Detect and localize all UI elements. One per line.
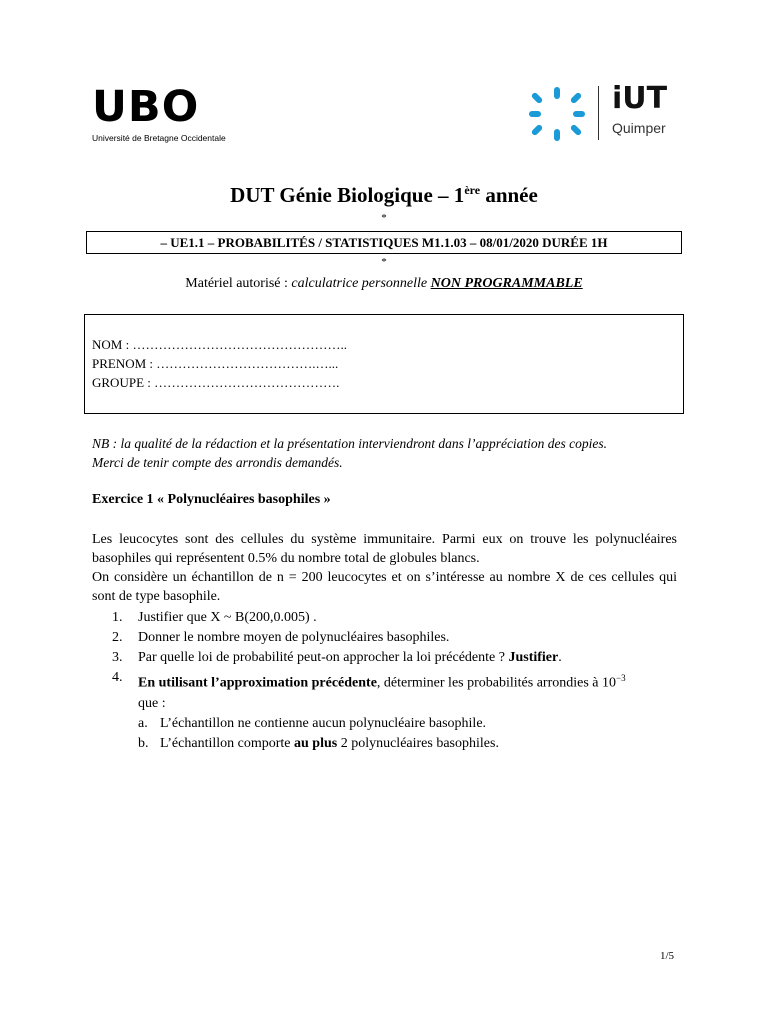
course-info-box: – UE1.1 – PROBABILITÉS / STATISTIQUES M1.1.03 – 08/01/2020 DURÉE 1H [86,231,682,254]
logo-separator [598,86,599,140]
separator-star: * [381,256,387,268]
question-list [112,608,682,754]
question-4b: b. L’échantillon comporte au plus 2 polynucléaires basophiles. [138,735,499,751]
exercise-intro: Les leucocytes sont des cellules du système immunitaire. Parmi eux on trouve les polynucléaires basophiles qui représentent 0.5% du nombre total de globules blancs. On considère un échantillon de n = 200 leucocytes et on s’intéresse au nombre X de ces cellules qui sont de type basophile. [92,532,677,604]
iut-logo-city: Quimper [612,120,666,136]
groupe-field: GROUPE : ……………………………………. [92,375,340,390]
page-number: 1/5 [660,950,675,962]
prenom-field: PRENOM : ……………………………….…... [92,356,339,371]
question-1: 1. Justifier que X ~ B(200,0.005) . [112,610,317,625]
ubo-logo: UBO [92,82,200,132]
nb-note: NB : la qualité de la rédaction et la présentation interviendront dans l’appréciation des copies. Merci de tenir compte des arrondis demandés. [92,436,608,470]
question-3: 3. Par quelle loi de probabilité peut-on approcher la loi précédente ? Justifier. [112,650,562,665]
question-4: 4. En utilisant l’approximation précédente, déterminer les probabilités arrondies à $10^{-3}$ [112,670,626,691]
question-2: 2. Donner le nombre moyen de polynucléaires basophiles. [112,630,450,645]
iut-logo: iUT [612,81,668,116]
nom-field: NOM : ………………………………………….. [92,337,347,352]
allowed-material: Matériel autorisé : calculatrice personnelle NON PROGRAMMABLE [185,276,583,291]
ubo-logo-subtitle: Université de Bretagne Occidentale [92,133,226,143]
page-title: DUT Génie Biologique – 1ère année [230,183,538,207]
iut-burst-logo-icon [528,86,586,142]
separator-star: * [381,212,387,224]
question-4a: a. L’échantillon ne contienne aucun polynucléaire basophile. [138,715,487,731]
question-4-continuation: que : [138,695,166,711]
exercise-title: Exercice 1 « Polynucléaires basophiles » [92,492,331,507]
